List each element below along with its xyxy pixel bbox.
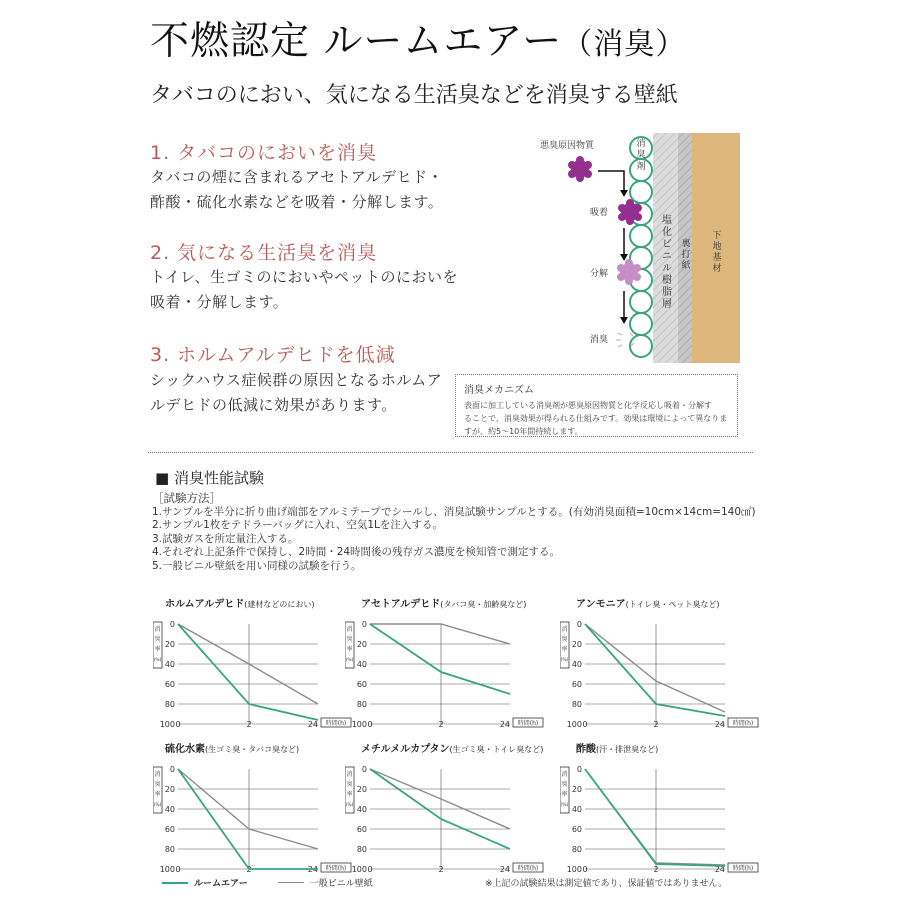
svg-text:0: 0 <box>367 865 373 874</box>
series-vinyl <box>585 624 725 712</box>
chart-3 <box>560 595 772 729</box>
svg-text:2: 2 <box>438 720 444 729</box>
svg-text:消: 消 <box>346 626 353 633</box>
mechanism-title: 消臭メカニズム <box>464 385 534 396</box>
svg-text:基: 基 <box>712 253 722 263</box>
svg-text:0: 0 <box>576 765 582 774</box>
svg-text:地: 地 <box>712 242 722 252</box>
series-roomair <box>585 769 725 866</box>
svg-text:20: 20 <box>356 785 367 794</box>
svg-text:100: 100 <box>351 865 367 874</box>
series-vinyl <box>585 769 725 865</box>
svg-text:0: 0 <box>361 620 367 629</box>
chart-title-main: 酢酸 <box>576 744 596 755</box>
mechanism-line-3: すが、約5〜10年間持続します。 <box>464 427 583 436</box>
feature-1-body <box>150 165 443 215</box>
svg-text:60: 60 <box>164 825 175 834</box>
mechanism-line-2: ることで、消臭効果が得られる仕組みです。効果は環境によって異なりま <box>464 414 728 423</box>
svg-text:時間(h): 時間(h) <box>517 720 539 727</box>
svg-text:40: 40 <box>571 805 582 814</box>
svg-text:60: 60 <box>164 680 175 689</box>
deodorize-label: 消臭 <box>590 335 609 345</box>
mechanism-box <box>455 374 738 437</box>
svg-text:0: 0 <box>576 620 582 629</box>
svg-text:臭: 臭 <box>154 636 161 643</box>
svg-text:2: 2 <box>653 720 659 729</box>
svg-text:率: 率 <box>346 646 353 653</box>
svg-text:(%): (%) <box>560 803 569 808</box>
svg-text:24: 24 <box>714 865 725 874</box>
svg-text:0: 0 <box>175 865 181 874</box>
svg-text:80: 80 <box>164 845 175 854</box>
svg-text:ニ: ニ <box>662 251 672 262</box>
feature-2-body <box>150 265 458 315</box>
chart-title-main: ホルムアルデヒド <box>165 599 245 610</box>
chart-title-sub: (生ゴミ臭・タバコ臭など) <box>205 745 300 754</box>
series-roomair <box>178 624 318 720</box>
odor-molecule-icon <box>568 156 592 182</box>
svg-text:率: 率 <box>346 791 353 798</box>
svg-text:(%): (%) <box>153 803 162 808</box>
svg-text:60: 60 <box>356 680 367 689</box>
line-chart <box>560 759 772 874</box>
svg-text:20: 20 <box>164 785 175 794</box>
svg-text:(%): (%) <box>153 658 162 663</box>
svg-text:率: 率 <box>154 791 161 798</box>
wallpaper-layer-diagram <box>530 133 745 368</box>
process-arrows <box>598 171 624 318</box>
line-chart <box>560 614 772 729</box>
chart-title <box>576 740 772 755</box>
feature-3-body <box>150 368 442 418</box>
method-step-3: 3.試験ガスを所定量注入する。 <box>152 532 299 545</box>
feature-1-line-1: タバコの煙に含まれるアセトアルデヒド・ <box>150 168 444 186</box>
chart-title-sub: (トイレ臭・ペット臭など) <box>625 600 720 609</box>
svg-text:20: 20 <box>571 785 582 794</box>
series-roomair <box>178 769 318 869</box>
svg-text:消: 消 <box>561 626 568 633</box>
svg-text:40: 40 <box>356 660 367 669</box>
svg-text:材: 材 <box>712 264 722 274</box>
chart-5 <box>345 740 557 874</box>
chart-title <box>576 595 772 610</box>
svg-text:0: 0 <box>169 620 175 629</box>
svg-text:0: 0 <box>582 865 588 874</box>
section-divider <box>148 452 753 453</box>
svg-text:0: 0 <box>582 720 588 729</box>
feature-3-line-1: シックハウス症候群の原因となるホルムア <box>150 371 443 389</box>
svg-text:0: 0 <box>175 720 181 729</box>
feature-2-heading: 2. 気になる生活臭を消臭 <box>150 242 378 264</box>
svg-text:時間(h): 時間(h) <box>325 720 347 727</box>
test-method <box>152 492 756 573</box>
line-chart <box>153 614 365 729</box>
pvc-layer-label <box>662 213 672 310</box>
svg-text:ビ: ビ <box>662 239 672 250</box>
chart-1 <box>153 595 365 729</box>
svg-text:時間(h): 時間(h) <box>732 865 754 872</box>
chart-2 <box>345 595 557 729</box>
chart-6 <box>560 740 772 874</box>
svg-text:臭: 臭 <box>346 781 353 788</box>
svg-text:時間(h): 時間(h) <box>732 720 754 727</box>
svg-text:100: 100 <box>566 720 582 729</box>
svg-text:0: 0 <box>361 765 367 774</box>
chart-title <box>165 740 365 755</box>
disclaimer-note: ※上記の試験結果は測定値であり、保証値ではありません。 <box>485 879 728 889</box>
chart-title-main: アセトアルデヒド <box>361 599 441 610</box>
svg-text:20: 20 <box>164 640 175 649</box>
svg-text:20: 20 <box>571 640 582 649</box>
svg-text:20: 20 <box>356 640 367 649</box>
svg-text:24: 24 <box>499 720 510 729</box>
method-heading: ［試験方法］ <box>152 491 221 505</box>
line-chart <box>345 759 557 874</box>
method-step-1: 1.サンプルを半分に折り曲げ端部をアルミテープでシールし、消臭試験サンプルとする。(有効消臭面積=10cm×14cm=140㎠) <box>152 505 756 518</box>
method-step-5: 5.一般ビニル壁紙を用い同様の試験を行う。 <box>152 559 362 572</box>
line-chart <box>153 759 365 874</box>
legend-swatch-roomair <box>162 882 188 884</box>
chart-title-sub: (建材などのにおい) <box>244 600 315 609</box>
svg-text:2: 2 <box>246 720 252 729</box>
svg-text:ル: ル <box>662 263 672 274</box>
feature-2-line-1: トイレ、生ゴミのにおいやペットのにおいを <box>150 268 459 286</box>
page-title <box>150 10 686 66</box>
svg-text:消: 消 <box>154 771 161 778</box>
svg-text:時間(h): 時間(h) <box>325 865 347 872</box>
chart-title <box>361 595 557 610</box>
svg-text:率: 率 <box>561 791 568 798</box>
svg-text:打: 打 <box>681 250 691 260</box>
svg-text:(%): (%) <box>560 658 569 663</box>
line-chart <box>345 614 557 729</box>
chart-4 <box>153 740 365 874</box>
chart-title <box>361 740 557 755</box>
svg-text:臭: 臭 <box>561 781 568 788</box>
adsorb-label: 吸着 <box>590 208 609 218</box>
page-subtitle: タバコのにおい、気になる生活臭などを消臭する壁紙 <box>150 83 678 108</box>
svg-text:臭: 臭 <box>561 636 568 643</box>
svg-text:2: 2 <box>246 865 252 874</box>
svg-text:40: 40 <box>571 660 582 669</box>
legend-label-vinyl: 一般ビニル壁紙 <box>309 879 373 889</box>
svg-text:80: 80 <box>164 700 175 709</box>
svg-text:樹: 樹 <box>662 275 672 286</box>
chart-title-sub: (タバコ臭・加齢臭など) <box>440 600 527 609</box>
backing-label <box>681 237 690 271</box>
svg-text:2: 2 <box>653 865 659 874</box>
legend-swatch-vinyl <box>278 882 304 883</box>
svg-text:80: 80 <box>571 700 582 709</box>
svg-text:80: 80 <box>356 845 367 854</box>
svg-text:臭: 臭 <box>154 781 161 788</box>
chart-title-main: メチルメルカプタン <box>361 744 450 755</box>
svg-text:60: 60 <box>356 825 367 834</box>
svg-text:60: 60 <box>571 680 582 689</box>
svg-text:化: 化 <box>662 227 672 238</box>
svg-text:100: 100 <box>159 865 175 874</box>
svg-text:裏: 裏 <box>681 239 691 249</box>
series-roomair <box>370 624 510 694</box>
svg-text:60: 60 <box>571 825 582 834</box>
agent-label-1: 消 <box>636 139 646 149</box>
title-main: 不燃認定 ルームエアー <box>150 19 563 64</box>
svg-text:(%): (%) <box>345 803 354 808</box>
series-vinyl <box>370 624 510 644</box>
svg-text:40: 40 <box>164 660 175 669</box>
chart-title-main: 硫化水素 <box>165 744 205 755</box>
chart-title-main: アンモニア <box>576 599 626 610</box>
svg-text:2: 2 <box>438 865 444 874</box>
svg-text:消: 消 <box>154 626 161 633</box>
svg-text:24: 24 <box>307 720 318 729</box>
series-vinyl <box>370 769 510 829</box>
svg-text:24: 24 <box>714 720 725 729</box>
svg-text:塩: 塩 <box>662 215 672 226</box>
feature-3-heading: 3. ホルムアルデヒドを低減 <box>150 344 396 366</box>
feature-2-line-2: 吸着・分解します。 <box>150 293 289 311</box>
deodorizing-diagram <box>530 133 745 368</box>
test-section-title: ■ 消臭性能試験 <box>155 469 264 487</box>
feature-3-line-2: ルデヒドの低減に効果があります。 <box>150 396 397 414</box>
svg-text:40: 40 <box>356 805 367 814</box>
svg-text:24: 24 <box>499 865 510 874</box>
svg-text:100: 100 <box>566 865 582 874</box>
svg-text:80: 80 <box>356 700 367 709</box>
svg-text:率: 率 <box>154 646 161 653</box>
decompose-label: 分解 <box>590 269 609 279</box>
svg-text:消: 消 <box>346 771 353 778</box>
svg-text:100: 100 <box>351 720 367 729</box>
svg-text:紙: 紙 <box>681 261 691 271</box>
mechanism-line-1: 表面に加工している消臭剤が悪臭原因物質と化学反応し吸着・分解す <box>464 401 712 410</box>
svg-text:40: 40 <box>164 805 175 814</box>
agent-label-3: 剤 <box>636 162 646 172</box>
chart-title-sub: (汗・排泄臭など) <box>596 745 659 754</box>
svg-text:(%): (%) <box>345 658 354 663</box>
chart-legend <box>162 876 373 889</box>
chart-title-sub: (生ゴミ臭・トイレ臭など) <box>449 745 544 754</box>
svg-text:24: 24 <box>307 865 318 874</box>
svg-text:消: 消 <box>561 771 568 778</box>
feature-1-line-2: 酢酸・硫化水素などを吸着・分解します。 <box>150 193 444 211</box>
method-step-2: 2.サンプル1枚をテドラーバッグに入れ、空気1Lを注入する。 <box>152 519 443 531</box>
method-step-4: 4.それぞれ上記条件で保持し、2時間・24時間後の残存ガス濃度を検知管で測定する。 <box>152 546 561 558</box>
svg-text:0: 0 <box>367 720 373 729</box>
mechanism-body <box>464 399 729 438</box>
title-paren: （消臭） <box>562 27 687 62</box>
source-label: 悪臭原因物質 <box>540 141 595 151</box>
svg-text:80: 80 <box>571 845 582 854</box>
legend-label-roomair: ルームエアー <box>194 879 248 889</box>
svg-text:率: 率 <box>561 646 568 653</box>
svg-text:臭: 臭 <box>346 636 353 643</box>
svg-text:層: 層 <box>662 299 672 310</box>
feature-1-heading: 1. タバコのにおいを消臭 <box>150 142 377 164</box>
chart-title <box>165 595 365 610</box>
svg-text:時間(h): 時間(h) <box>517 865 539 872</box>
svg-text:下: 下 <box>712 231 722 241</box>
svg-text:100: 100 <box>159 720 175 729</box>
agent-label-2: 臭 <box>636 150 646 160</box>
svg-text:0: 0 <box>169 765 175 774</box>
svg-text:脂: 脂 <box>662 287 672 298</box>
